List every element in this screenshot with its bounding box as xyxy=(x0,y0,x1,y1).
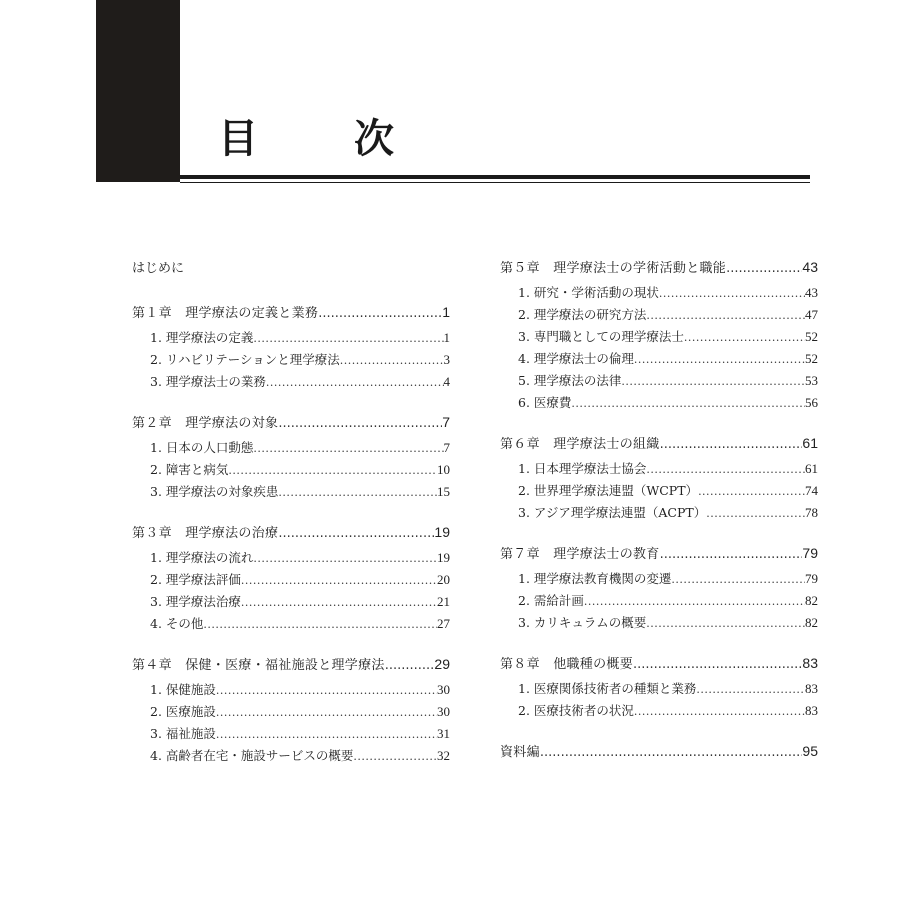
toc-leader-dots xyxy=(216,724,437,746)
toc-section-entry-page: 47 xyxy=(805,307,818,322)
left-chapter-list xyxy=(132,303,450,767)
toc-section-entry-page: 79 xyxy=(805,571,818,586)
toc-section-entry[interactable] xyxy=(518,348,818,370)
toc-leader-dots xyxy=(671,569,805,591)
toc-section-entry[interactable] xyxy=(518,304,818,326)
toc-section-entry-page: 27 xyxy=(437,616,450,631)
toc-section-entry[interactable] xyxy=(150,437,450,459)
toc-section-entry-label: 1. 研究・学術活動の現状 xyxy=(518,285,659,300)
toc-section-entry-label: 4. その他 xyxy=(150,616,204,631)
toc-leader-dots xyxy=(241,570,437,592)
toc-leader-dots xyxy=(706,503,805,525)
toc-section-entry[interactable] xyxy=(518,326,818,348)
toc-section-entry-label: 3. 理学療法の対象疾患 xyxy=(150,484,279,499)
toc-leader-dots xyxy=(216,680,437,702)
toc-appendix-page: 95 xyxy=(802,743,818,759)
toc-leader-dots xyxy=(278,482,437,504)
toc-leader-dots xyxy=(216,702,437,724)
toc-leader-dots xyxy=(278,415,442,433)
toc-chapter-entry-page: 7 xyxy=(442,414,450,430)
toc-chapter-block xyxy=(132,303,450,393)
toc-section-entry-page: 20 xyxy=(437,572,450,587)
toc-section-entry-label: 2. 医療施設 xyxy=(150,704,216,719)
toc-section-entry-label: 2. リハビリテーションと理学療法 xyxy=(150,352,340,367)
toc-section-entry[interactable] xyxy=(518,700,818,722)
toc-section-entry-page: 56 xyxy=(805,395,818,410)
toc-chapter-entry-label: 第５章 理学療法士の学術活動と職能 xyxy=(500,261,727,276)
toc-leader-dots xyxy=(253,438,443,460)
toc-section-entry-page: 61 xyxy=(805,461,818,476)
toc-chapter-entry[interactable] xyxy=(500,434,818,452)
toc-chapter-entry-page: 1 xyxy=(442,304,450,320)
toc-section-entry-label: 3. アジア理学療法連盟（ACPT） xyxy=(518,505,707,520)
toc-section-entry-label: 6. 医療費 xyxy=(518,395,572,410)
toc-chapter-entry-label: 第４章 保健・医療・福祉施設と理学療法 xyxy=(132,658,385,673)
toc-section-entry-page: 4 xyxy=(443,374,450,389)
toc-section-entry-page: 78 xyxy=(805,505,818,520)
toc-leader-dots xyxy=(646,459,805,481)
toc-chapter-entry-page: 61 xyxy=(802,435,818,451)
toc-left-column xyxy=(132,260,450,787)
toc-leader-dots xyxy=(646,305,805,327)
toc-leader-dots xyxy=(571,393,805,415)
toc-leader-dots xyxy=(278,525,434,543)
toc-section-entry-page: 83 xyxy=(805,703,818,718)
toc-section-entry-page: 32 xyxy=(437,748,450,763)
toc-section-entry[interactable] xyxy=(518,392,818,414)
toc-chapter-entry[interactable] xyxy=(500,258,818,276)
toc-chapter-entry[interactable] xyxy=(132,413,450,431)
toc-section-entry[interactable] xyxy=(150,723,450,745)
toc-section-entry[interactable] xyxy=(150,547,450,569)
toc-chapter-entry-label: 第１章 理学療法の定義と業務 xyxy=(132,306,319,321)
toc-section-entry-label: 2. 理学療法評価 xyxy=(150,572,241,587)
toc-chapter-entry-page: 29 xyxy=(434,656,450,672)
toc-section-entry-page: 53 xyxy=(805,373,818,388)
toc-chapter-block xyxy=(132,523,450,635)
toc-chapter-entry-label: 第３章 理学療法の治療 xyxy=(132,526,279,541)
toc-section-entry-page: 82 xyxy=(805,615,818,630)
toc-leader-dots xyxy=(253,328,443,350)
toc-chapter-entry-label: 第６章 理学療法士の組織 xyxy=(500,437,660,452)
toc-intro[interactable]: はじめに xyxy=(132,261,185,276)
toc-leader-dots xyxy=(684,327,805,349)
toc-section-entry[interactable] xyxy=(518,282,818,304)
toc-section-entry-label: 2. 世界理学療法連盟（WCPT） xyxy=(518,483,699,498)
toc-section-entry[interactable] xyxy=(150,745,450,767)
toc-chapter-entry-page: 19 xyxy=(434,524,450,540)
toc-chapter-block xyxy=(500,434,818,524)
toc-chapter-entry-page: 43 xyxy=(802,259,818,275)
toc-section-entry-label: 1. 保健施設 xyxy=(150,682,216,697)
toc-section-entry-page: 15 xyxy=(437,484,450,499)
toc-section-entry-label: 2. 障害と病気 xyxy=(150,462,229,477)
toc-section-entry-page: 3 xyxy=(443,352,450,367)
toc-leader-dots xyxy=(646,613,805,635)
right-chapter-list xyxy=(500,258,818,722)
toc-leader-dots xyxy=(696,679,805,701)
toc-leader-dots xyxy=(634,349,805,371)
toc-section-entry-label: 1. 日本の人口動態 xyxy=(150,440,254,455)
toc-section-entry-page: 10 xyxy=(437,462,450,477)
toc-leader-dots xyxy=(353,746,437,768)
toc-section-entry-page: 1 xyxy=(443,330,450,345)
toc-section-entry-label: 3. 専門職としての理学療法士 xyxy=(518,329,684,344)
toc-chapter-block xyxy=(132,413,450,503)
toc-section-entry[interactable] xyxy=(518,370,818,392)
toc-section-entry[interactable] xyxy=(150,701,450,723)
toc-section-entry-label: 1. 医療関係技術者の種類と業務 xyxy=(518,681,697,696)
toc-leader-dots xyxy=(266,372,444,394)
toc-leader-dots xyxy=(698,481,805,503)
toc-section-entry-label: 1. 理学療法の流れ xyxy=(150,550,254,565)
toc-leader-dots xyxy=(340,350,444,372)
toc-section-entry-label: 3. 理学療法治療 xyxy=(150,594,241,609)
toc-section-entry-page: 21 xyxy=(437,594,450,609)
toc-section-entry-page: 74 xyxy=(805,483,818,498)
toc-section-entry-page: 7 xyxy=(443,440,450,455)
toc-leader-dots xyxy=(633,656,802,674)
toc-leader-dots xyxy=(660,436,803,454)
toc-section-entry[interactable] xyxy=(518,458,818,480)
toc-section-entry[interactable] xyxy=(518,568,818,590)
toc-section-entry[interactable] xyxy=(150,327,450,349)
toc-section-entry-label: 1. 理学療法の定義 xyxy=(150,330,254,345)
toc-section-entry[interactable] xyxy=(518,480,818,502)
toc-chapter-entry[interactable] xyxy=(132,523,450,541)
toc-section-entry-label: 4. 理学療法士の倫理 xyxy=(518,351,634,366)
toc-section-entry-label: 3. カリキュラムの概要 xyxy=(518,615,647,630)
toc-chapter-block xyxy=(500,654,818,722)
toc-section-entry-page: 83 xyxy=(805,681,818,696)
toc-chapter-block xyxy=(500,258,818,414)
toc-section-entry-label: 1. 理学療法教育機関の変遷 xyxy=(518,571,672,586)
toc-section-entry-label: 3. 理学療法士の業務 xyxy=(150,374,266,389)
toc-appendix[interactable] xyxy=(500,742,818,760)
toc-right-column xyxy=(500,258,818,766)
toc-leader-dots xyxy=(726,260,802,278)
toc-leader-dots xyxy=(634,701,805,723)
toc-section-entry[interactable] xyxy=(518,612,818,634)
toc-chapter-entry[interactable] xyxy=(500,544,818,562)
toc-section-entry-page: 82 xyxy=(805,593,818,608)
toc-leader-dots xyxy=(540,744,803,762)
toc-leader-dots xyxy=(228,460,437,482)
toc-section-entry-page: 43 xyxy=(805,285,818,300)
toc-leader-dots xyxy=(241,592,437,614)
toc-section-entry-page: 19 xyxy=(437,550,450,565)
toc-section-entry-page: 30 xyxy=(437,682,450,697)
toc-chapter-entry-label: 第２章 理学療法の対象 xyxy=(132,416,279,431)
toc-section-entry-label: 2. 医療技術者の状況 xyxy=(518,703,634,718)
toc-leader-dots xyxy=(584,591,805,613)
toc-chapter-block xyxy=(132,655,450,767)
toc-section-entry[interactable] xyxy=(150,569,450,591)
toc-appendix-label: 資料編 xyxy=(500,745,540,760)
toc-section-entry[interactable] xyxy=(150,349,450,371)
toc-section-entry[interactable] xyxy=(518,590,818,612)
title-rule-thick xyxy=(180,175,810,179)
toc-chapter-entry-label: 第８章 他職種の概要 xyxy=(500,657,634,672)
toc-section-entry[interactable] xyxy=(518,678,818,700)
toc-chapter-entry-label: 第７章 理学療法士の教育 xyxy=(500,547,660,562)
toc-section-entry[interactable] xyxy=(150,371,450,393)
toc-chapter-block xyxy=(500,544,818,634)
toc-section-entry-label: 2. 理学療法の研究方法 xyxy=(518,307,647,322)
toc-section-entry-label: 3. 福祉施設 xyxy=(150,726,216,741)
page-title: 目 次 xyxy=(218,116,422,162)
toc-section-entry-label: 2. 需給計画 xyxy=(518,593,584,608)
toc-section-entry-page: 31 xyxy=(437,726,450,741)
toc-section-entry-label: 1. 日本理学療法士協会 xyxy=(518,461,647,476)
toc-chapter-entry[interactable] xyxy=(500,654,818,672)
toc-chapter-entry-page: 83 xyxy=(802,655,818,671)
toc-section-entry-page: 52 xyxy=(805,351,818,366)
toc-leader-dots xyxy=(385,657,435,675)
toc-chapter-entry[interactable] xyxy=(132,655,450,673)
toc-chapter-entry-page: 79 xyxy=(802,545,818,561)
toc-leader-dots xyxy=(659,283,805,305)
toc-section-entry-label: 4. 高齢者在宅・施設サービスの概要 xyxy=(150,748,354,763)
toc-section-entry[interactable] xyxy=(150,613,450,635)
toc-section-entry[interactable] xyxy=(150,459,450,481)
toc-leader-dots xyxy=(253,548,437,570)
toc-section-entry[interactable] xyxy=(518,502,818,524)
toc-section-entry-page: 52 xyxy=(805,329,818,344)
toc-leader-dots xyxy=(318,305,442,323)
toc-section-entry-label: 5. 理学療法の法律 xyxy=(518,373,622,388)
toc-section-entry[interactable] xyxy=(150,679,450,701)
title-rule-thin xyxy=(180,182,810,183)
toc-leader-dots xyxy=(660,546,803,564)
toc-leader-dots xyxy=(621,371,805,393)
toc-section-entry[interactable] xyxy=(150,481,450,503)
toc-leader-dots xyxy=(203,614,437,636)
toc-section-entry-page: 30 xyxy=(437,704,450,719)
black-title-tab xyxy=(96,0,180,182)
toc-section-entry[interactable] xyxy=(150,591,450,613)
toc-chapter-entry[interactable] xyxy=(132,303,450,321)
